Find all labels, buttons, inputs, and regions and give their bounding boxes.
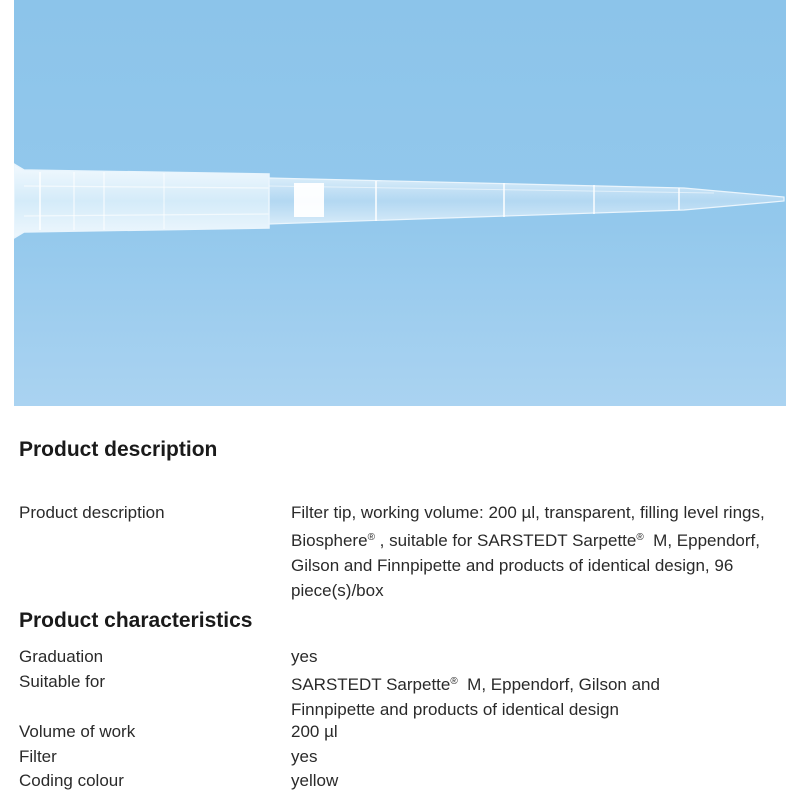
graduation-label: Graduation xyxy=(19,647,104,666)
volume-value: 200 µl xyxy=(291,722,338,741)
graduation-value: yes xyxy=(291,647,318,666)
description-text-2: , suitable for SARSTEDT Sarpette xyxy=(374,531,637,550)
suitable-text-2: M, Eppendorf, Gilson and Finnpipette and products of identical design xyxy=(291,675,665,719)
product-description-label: Product description xyxy=(19,503,165,522)
product-description-heading: Product description xyxy=(19,438,218,461)
description-text-3: M, Eppendorf, Gilson and Finnpipette and products of identical design, 96 piece(s)/box xyxy=(291,531,765,600)
suitable-for-value xyxy=(291,669,731,722)
registered-mark: ® xyxy=(636,532,644,543)
description-text-1: Filter tip, working volume: 200 µl, transparent, filling level rings, Biosphere xyxy=(291,503,765,550)
suitable-text-1: SARSTEDT Sarpette xyxy=(291,675,451,694)
coding-colour-label: Coding colour xyxy=(19,771,124,790)
suitable-for-label: Suitable for xyxy=(19,672,105,691)
pipette-tip-illustration xyxy=(14,0,786,406)
filter-value: yes xyxy=(291,747,318,766)
volume-label: Volume of work xyxy=(19,722,136,741)
product-image xyxy=(14,0,786,406)
filter-label: Filter xyxy=(19,747,57,766)
registered-mark: ® xyxy=(367,532,375,543)
product-characteristics-heading: Product characteristics xyxy=(19,609,253,632)
registered-mark: ® xyxy=(450,676,458,687)
coding-colour-value: yellow xyxy=(291,771,339,790)
product-description-value xyxy=(291,500,799,603)
